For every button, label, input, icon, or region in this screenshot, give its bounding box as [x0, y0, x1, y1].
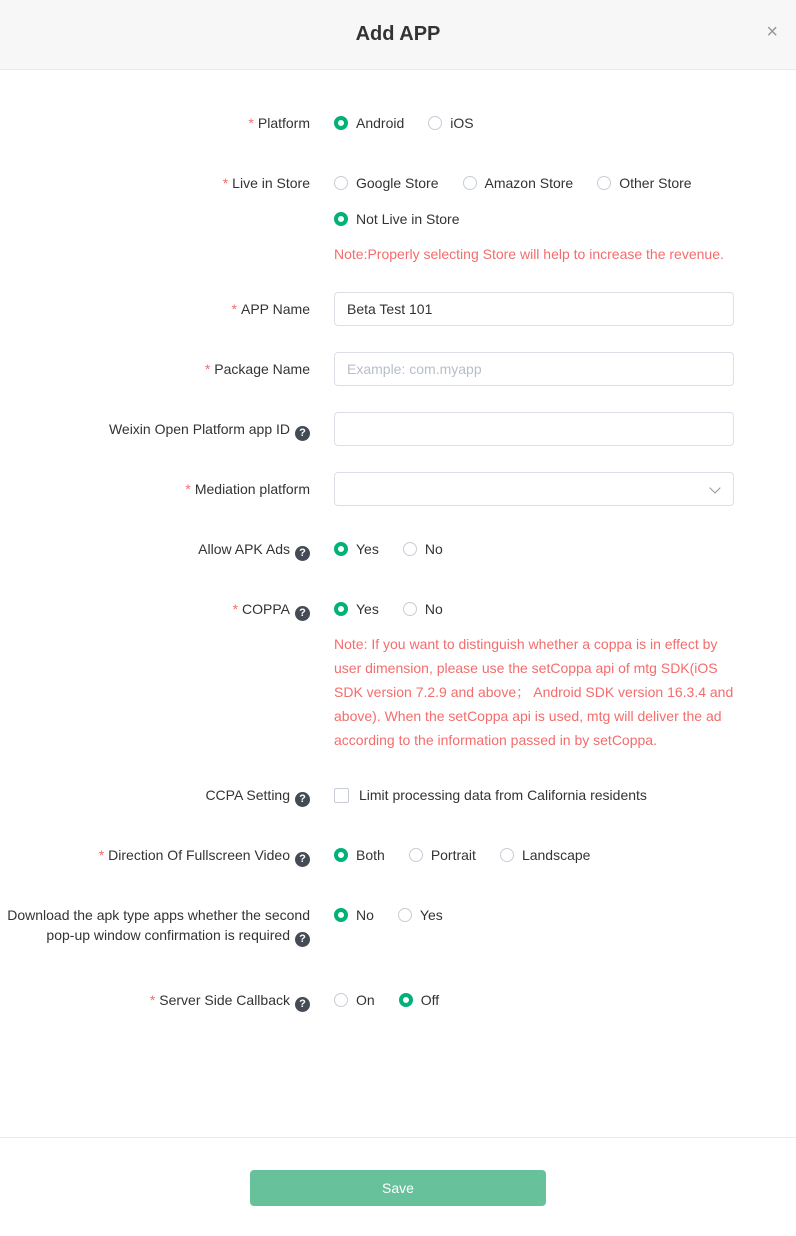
help-icon[interactable]: ?	[295, 792, 310, 807]
apk-confirmation-radio-no-label: No	[356, 907, 374, 923]
save-button[interactable]: Save	[250, 1170, 546, 1206]
radio-unselected-icon	[403, 542, 417, 556]
close-icon[interactable]: ×	[766, 21, 778, 43]
package-name-label	[0, 352, 310, 386]
coppa-radio-no[interactable]	[403, 601, 443, 617]
direction-radio-both-label: Both	[356, 847, 385, 863]
apk-confirmation-radio-yes[interactable]	[398, 907, 443, 923]
weixin-app-id-label-text: Weixin Open Platform app ID	[108, 421, 290, 437]
platform-radio-ios-label: iOS	[450, 115, 474, 131]
direction-radio-landscape-label: Landscape	[521, 847, 591, 863]
mediation-platform-select[interactable]	[334, 472, 734, 506]
radio-unselected-icon	[398, 908, 412, 922]
modal-title: Add APP	[355, 23, 441, 45]
mediation-platform-control	[334, 472, 796, 506]
direction-radio-portrait[interactable]	[409, 847, 476, 863]
radio-selected-icon	[334, 908, 348, 922]
server-callback-options	[334, 983, 796, 1017]
app-name-input[interactable]	[334, 292, 734, 326]
store-radio-google-label: Google Store	[356, 175, 439, 191]
store-radio-other[interactable]	[597, 175, 691, 191]
fullscreen-direction-radio-line	[334, 838, 796, 872]
modal-body	[0, 70, 796, 1137]
server-callback-row	[0, 983, 796, 1017]
server-callback-radio-off[interactable]	[399, 992, 439, 1008]
required-mark: *	[222, 175, 229, 191]
required-mark: *	[231, 301, 237, 317]
coppa-radio-no-label: No	[424, 601, 443, 617]
platform-row	[0, 106, 796, 140]
store-radio-line-1	[334, 166, 796, 200]
store-radio-not-live-label: Not Live in Store	[356, 211, 460, 227]
fullscreen-direction-label	[0, 838, 310, 872]
live-in-store-row	[0, 166, 796, 266]
allow-apk-ads-label	[0, 532, 310, 566]
server-callback-radio-on[interactable]	[334, 992, 375, 1008]
ccpa-checkbox-line	[334, 778, 796, 812]
platform-label-text: Platform	[257, 115, 310, 131]
apk-confirmation-radio-yes-label: Yes	[419, 907, 443, 923]
package-name-label-text: Package Name	[214, 361, 310, 377]
fullscreen-direction-options	[334, 838, 796, 872]
allow-apk-ads-radio-no[interactable]	[403, 541, 443, 557]
store-radio-not-live[interactable]	[334, 211, 460, 227]
coppa-row	[0, 592, 796, 752]
radio-selected-icon	[334, 848, 348, 862]
radio-unselected-icon	[334, 176, 348, 190]
required-mark: *	[185, 481, 191, 497]
weixin-app-id-control	[334, 412, 796, 446]
allow-apk-ads-radio-yes[interactable]	[334, 541, 379, 557]
platform-radio-android[interactable]	[334, 115, 404, 131]
platform-label	[0, 106, 310, 140]
required-mark: *	[204, 361, 211, 377]
apk-confirmation-radio-line	[334, 898, 796, 932]
allow-apk-ads-radio-line	[334, 532, 796, 566]
coppa-options	[334, 592, 796, 752]
ccpa-checkbox-label: Limit processing data from California residents	[359, 787, 647, 803]
platform-radio-ios[interactable]	[428, 115, 473, 131]
store-note: Note:Properly selecting Store will help to increase the revenue.	[334, 246, 724, 262]
ccpa-checkbox[interactable]	[334, 787, 647, 803]
radio-unselected-icon	[403, 602, 417, 616]
apk-confirmation-label	[0, 898, 310, 947]
app-name-label-text: APP Name	[241, 301, 310, 317]
coppa-label-text: COPPA	[242, 601, 290, 617]
allow-apk-ads-options	[334, 532, 796, 566]
apk-confirmation-radio-no[interactable]	[334, 907, 374, 923]
direction-radio-both[interactable]	[334, 847, 385, 863]
radio-selected-icon	[399, 993, 413, 1007]
app-name-label	[0, 292, 310, 326]
coppa-radio-yes-label: Yes	[356, 601, 379, 617]
package-name-row	[0, 352, 796, 386]
app-name-row	[0, 292, 796, 326]
apk-confirmation-row	[0, 898, 796, 947]
help-icon[interactable]: ?	[295, 546, 310, 561]
store-radio-line-2	[334, 202, 796, 236]
weixin-app-id-input[interactable]	[334, 412, 734, 446]
checkbox-unchecked-icon	[334, 788, 349, 803]
radio-selected-icon	[334, 542, 348, 556]
weixin-app-id-row	[0, 412, 796, 446]
platform-options	[334, 106, 796, 140]
allow-apk-ads-radio-no-label: No	[424, 541, 443, 557]
coppa-radio-yes[interactable]	[334, 601, 379, 617]
modal-footer	[0, 1137, 796, 1236]
live-in-store-label	[0, 166, 310, 200]
radio-unselected-icon	[334, 993, 348, 1007]
ccpa-row	[0, 778, 796, 812]
app-name-control	[334, 292, 796, 326]
package-name-input[interactable]	[334, 352, 734, 386]
server-callback-label	[0, 983, 310, 1017]
live-in-store-label-text: Live in Store	[232, 175, 310, 191]
server-callback-radio-line	[334, 983, 796, 1017]
radio-unselected-icon	[428, 116, 442, 130]
direction-radio-portrait-label: Portrait	[430, 847, 476, 863]
help-icon[interactable]: ?	[295, 932, 310, 947]
store-radio-amazon[interactable]	[463, 175, 574, 191]
store-radio-other-label: Other Store	[619, 175, 692, 191]
store-radio-google[interactable]	[334, 175, 439, 191]
help-icon[interactable]: ?	[295, 852, 310, 867]
direction-radio-landscape[interactable]	[500, 847, 591, 863]
radio-selected-icon	[334, 212, 348, 226]
radio-unselected-icon	[597, 176, 611, 190]
platform-radio-android-label: Android	[356, 115, 405, 131]
required-mark: *	[232, 601, 239, 617]
server-callback-radio-off-label: Off	[420, 992, 440, 1008]
modal-header	[0, 0, 796, 70]
help-icon[interactable]: ?	[295, 606, 310, 621]
live-in-store-options	[334, 166, 796, 266]
chevron-down-icon	[709, 482, 720, 493]
ccpa-control	[334, 778, 796, 812]
apk-confirmation-options	[334, 898, 796, 932]
radio-selected-icon	[334, 116, 348, 130]
server-callback-radio-on-label: On	[356, 992, 375, 1008]
apk-confirmation-label-text: Download the apk type apps whether the second pop-up window confirmation is required	[7, 907, 310, 943]
radio-unselected-icon	[500, 848, 514, 862]
required-mark: *	[149, 992, 156, 1008]
help-icon[interactable]: ?	[295, 426, 310, 441]
coppa-label	[0, 592, 310, 626]
radio-unselected-icon	[463, 176, 477, 190]
coppa-radio-line	[334, 592, 796, 626]
store-radio-amazon-label: Amazon Store	[484, 175, 574, 191]
mediation-platform-row	[0, 472, 796, 506]
allow-apk-ads-label-text: Allow APK Ads	[198, 541, 290, 557]
allow-apk-ads-row	[0, 532, 796, 566]
required-mark: *	[98, 847, 105, 863]
mediation-platform-label-text: Mediation platform	[194, 481, 310, 497]
coppa-note: Note: If you want to distinguish whether a coppa is in effect by user dimension, please use the setCoppa api of mtg SDK(iOS SDK version 7.2.9 and above； Android SDK version 16.3.4 and above). When the setCoppa api is used, mtg will deliver the ad according to the information passed in by setCoppa.	[334, 636, 734, 748]
platform-radio-line	[334, 106, 796, 140]
package-name-control	[334, 352, 796, 386]
required-mark: *	[248, 115, 254, 131]
radio-selected-icon	[334, 602, 348, 616]
ccpa-label	[0, 778, 310, 812]
mediation-platform-label	[0, 472, 310, 506]
help-icon[interactable]: ?	[295, 997, 310, 1012]
ccpa-label-text: CCPA Setting	[205, 787, 290, 803]
fullscreen-direction-label-text: Direction Of Fullscreen Video	[108, 847, 290, 863]
weixin-app-id-label	[0, 412, 310, 446]
fullscreen-direction-row	[0, 838, 796, 872]
server-callback-label-text: Server Side Callback	[159, 992, 290, 1008]
allow-apk-ads-radio-yes-label: Yes	[356, 541, 379, 557]
radio-unselected-icon	[409, 848, 423, 862]
